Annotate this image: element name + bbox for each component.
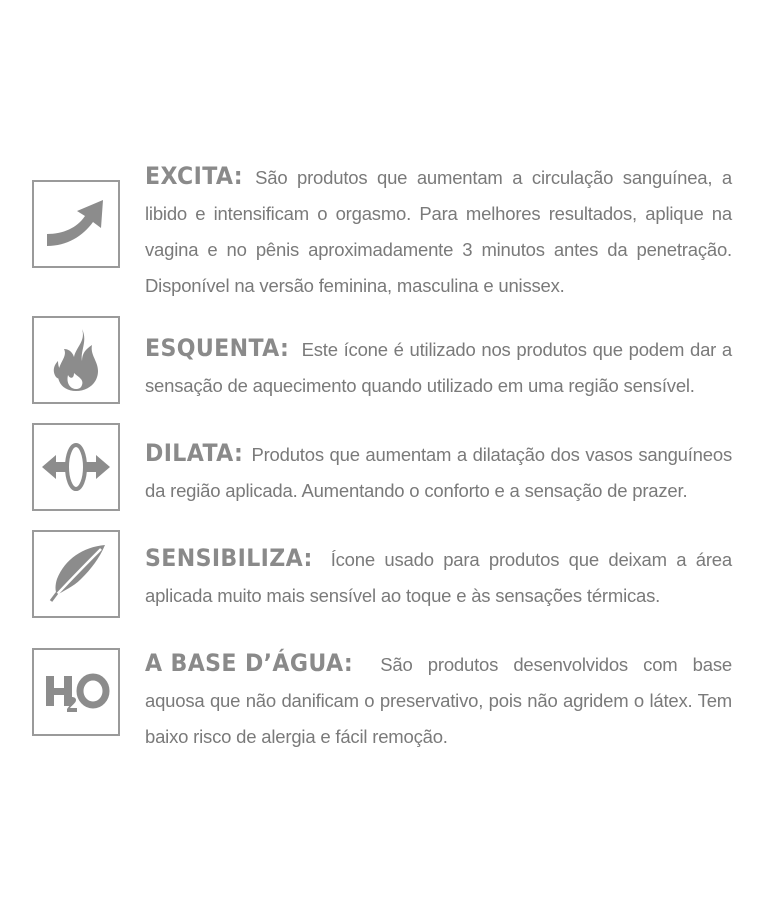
icon-box-esquenta xyxy=(32,316,120,404)
feature-text-excita xyxy=(145,158,732,304)
feature-description: Este ícone é utilizado nos produtos que podem dar a sensação de aquecimento quando utilizado em uma região sensível. xyxy=(145,339,732,396)
feature-text-dilata xyxy=(145,435,732,509)
feature-term: A BASE D’ÁGUA: xyxy=(145,649,354,677)
icon-box-dilata xyxy=(32,423,120,511)
h2o-icon xyxy=(42,670,110,714)
feature-term: ESQUENTA: xyxy=(145,334,290,362)
feature-item-sensibiliza xyxy=(32,540,737,620)
flame-icon xyxy=(46,327,106,393)
feature-description: São produtos desenvolvidos com base aquosa que não danificam o preservativo, pois não agridem o látex. Tem baixo risco de alergia e fácil remoção. xyxy=(145,654,732,747)
feature-item-dilata xyxy=(32,435,737,515)
feature-item-excita xyxy=(32,158,737,298)
feature-item-esquenta xyxy=(32,330,737,410)
icon-box-sensibiliza xyxy=(32,530,120,618)
feature-description: Produtos que aumentam a dilatação dos vasos sanguíneos da região aplicada. Aumentando o conforto e a sensação de prazer. xyxy=(145,444,733,501)
feature-term: SENSIBILIZA: xyxy=(145,544,313,572)
feature-term: EXCITA: xyxy=(145,162,243,190)
icon-box-excita xyxy=(32,180,120,268)
feather-icon xyxy=(43,541,109,607)
feature-text-esquenta xyxy=(145,330,732,404)
feature-description: São produtos que aumentam a circulação sanguínea, a libido e intensificam o orgasmo. Para melhores resultados, aplique na vagina e no pênis aproximadamente 3 minutos antes da penetração. Disponível na versão feminina, masculina e unissex. xyxy=(145,167,732,296)
feature-item-base-agua xyxy=(32,645,737,755)
dilate-arrows-icon xyxy=(40,442,112,492)
arrow-up-right-icon xyxy=(41,194,111,254)
feature-description: Ícone usado para produtos que deixam a área aplicada muito mais sensível ao toque e às sensações térmicas. xyxy=(145,549,732,606)
icon-box-base-agua xyxy=(32,648,120,736)
feature-text-sensibiliza xyxy=(145,540,732,614)
feature-text-base-agua xyxy=(145,645,732,755)
feature-term: DILATA: xyxy=(145,439,244,467)
